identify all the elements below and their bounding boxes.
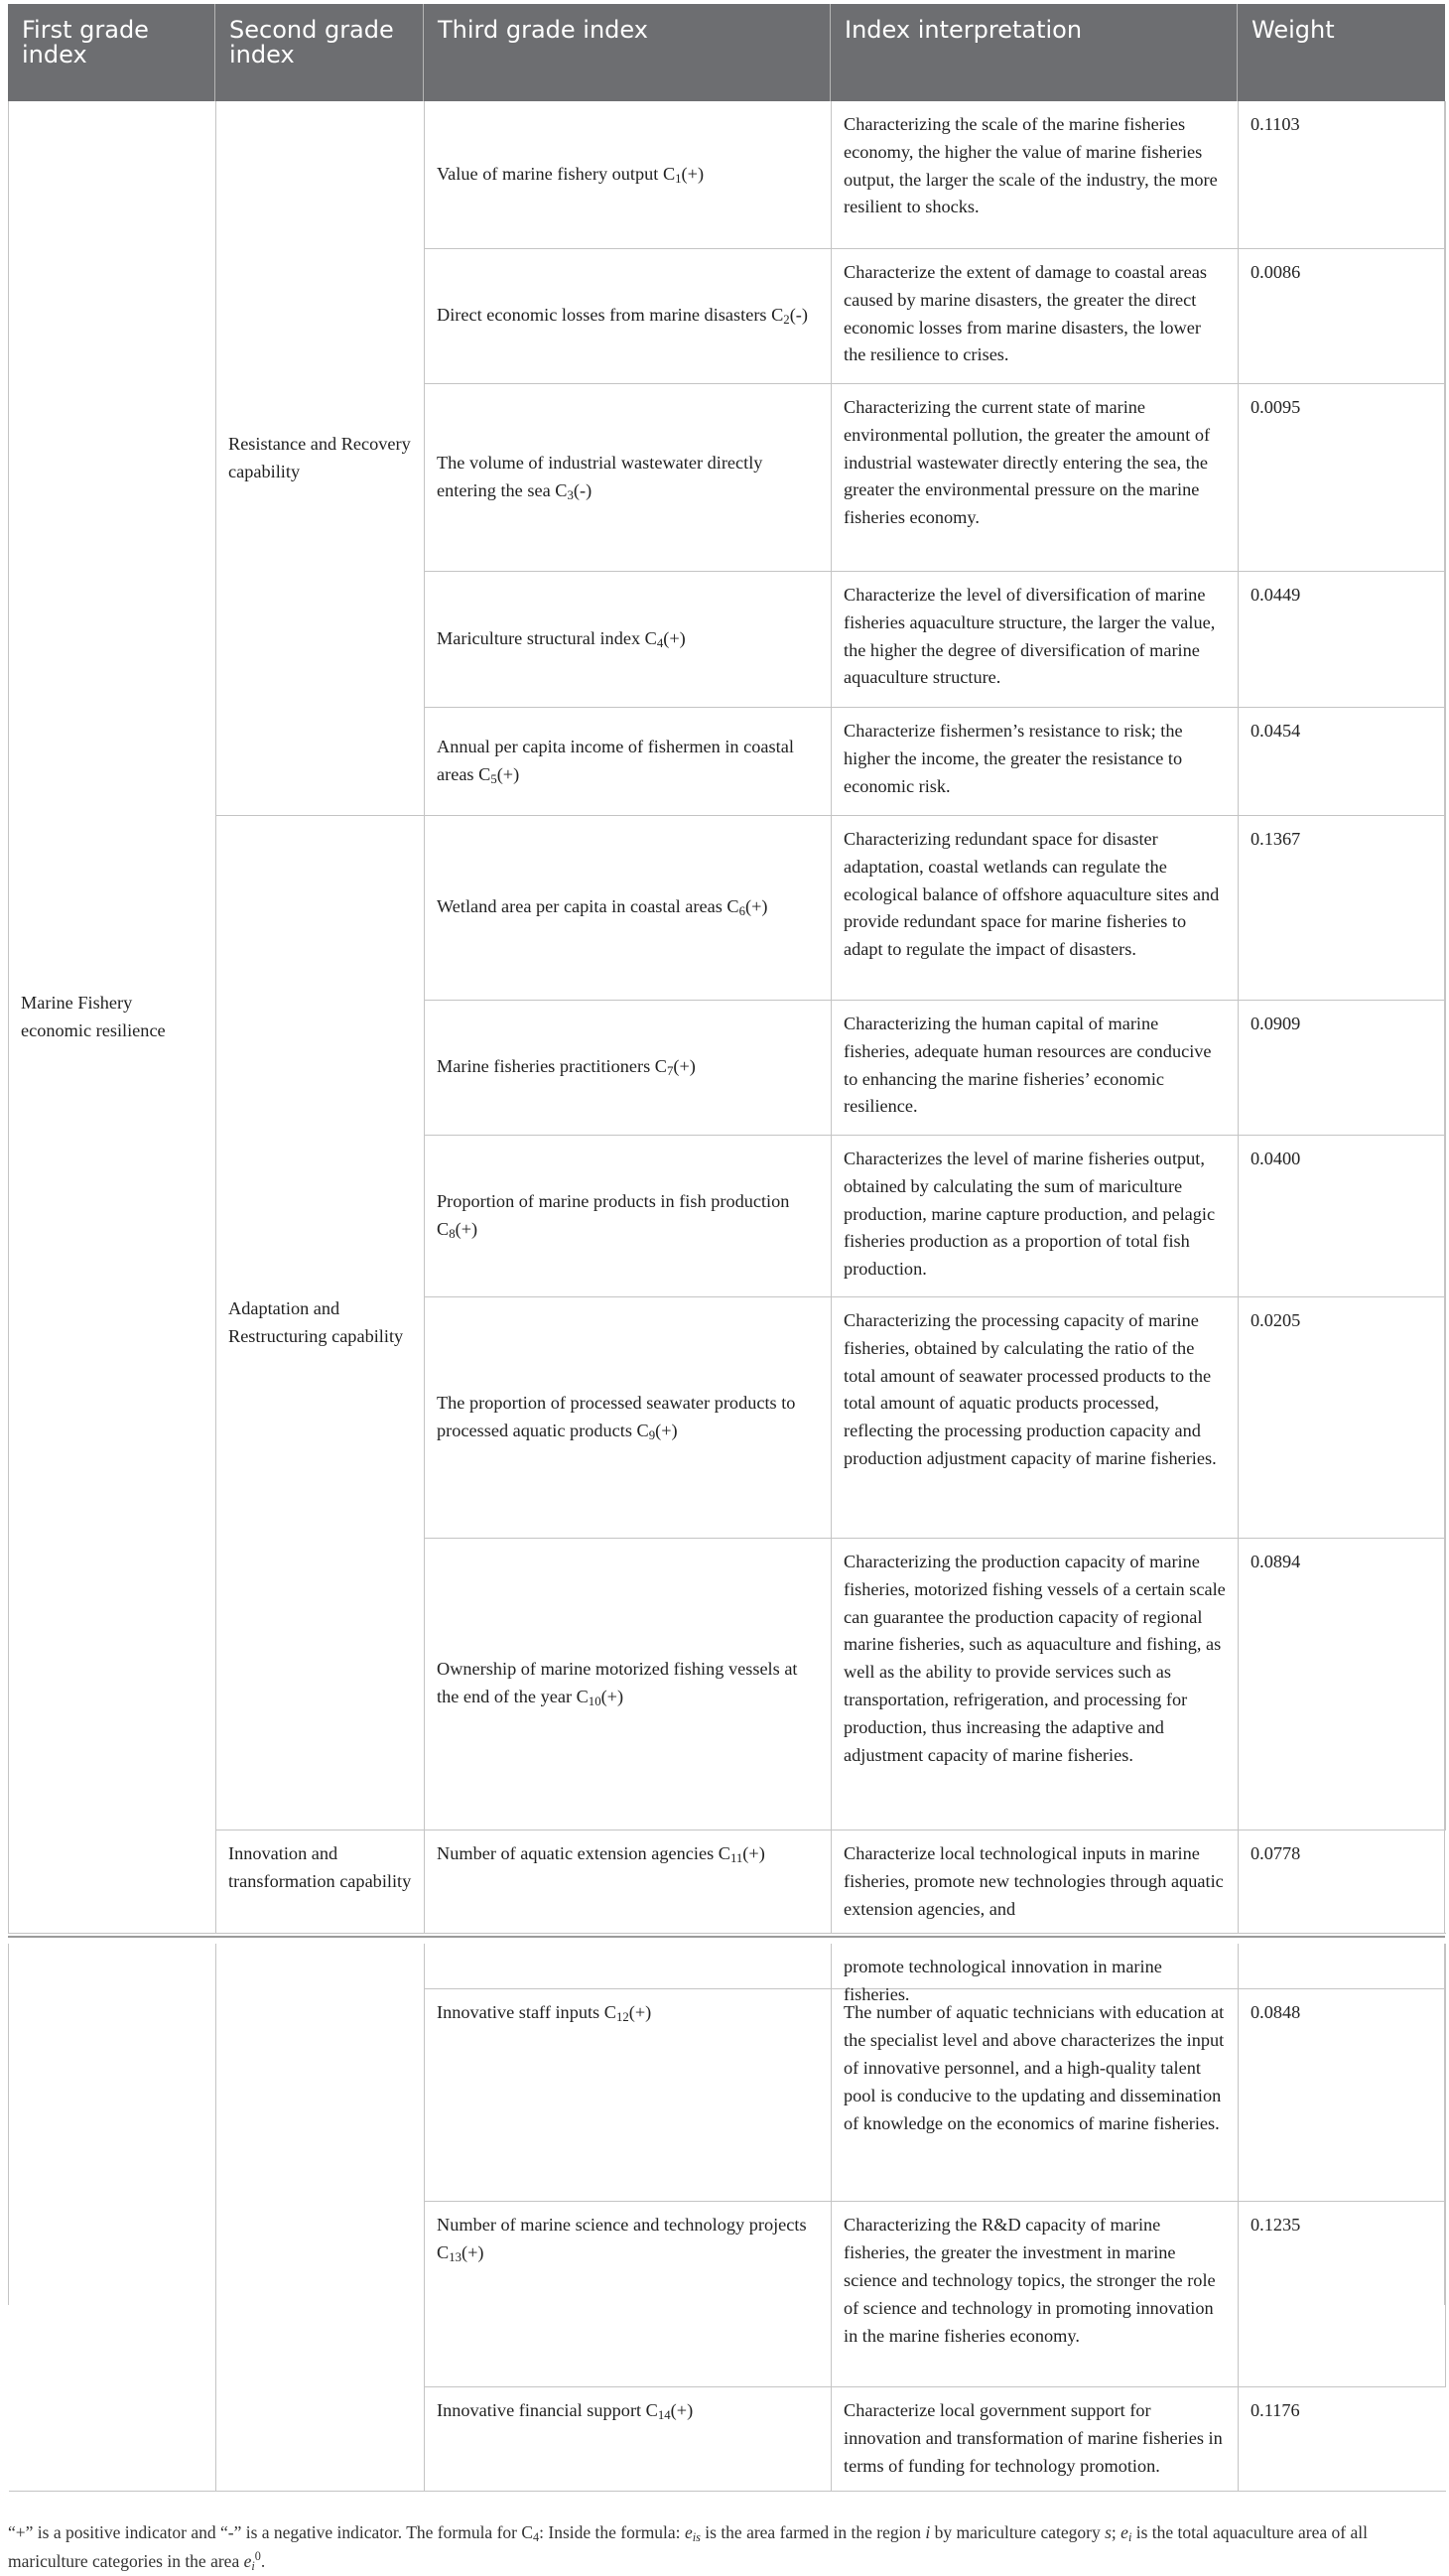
weight-c11: 0.0778 bbox=[1239, 1830, 1446, 1934]
interpretation-c1: Characterizing the scale of the marine fisheries economy, the higher the value of marine fisheries output, the larger the scale of the industry, the more resilient to shocks. bbox=[832, 101, 1239, 249]
first-grade-cell: Marine Fishery economic resilience bbox=[9, 101, 216, 1934]
interpretation-c12: The number of aquatic technicians with education at the specialist level and above characterizes the input of innovative personnel, and a high-quality talent pool is conducive to the updating and dissemination of knowledge on the economics of marine fisheries. bbox=[832, 1989, 1239, 2202]
interpretation-c10: Characterizing the production capacity of marine fisheries, motorized fishing vessels of a certain scale can guarantee the production capacity of regional marine fisheries, such as aquaculture and fishing, as well as the ability to provide services such as transportation, refrigeration, and processing for production, thus increasing the adaptive and adjustment capacity of marine fisheries. bbox=[832, 1539, 1239, 1830]
interpretation-c6: Characterizing redundant space for disaster adaptation, coastal wetlands can regulate the ecological balance of offshore aquaculture sites and provide redundant space for marine fisheries to adapt to regulate the impact of disasters. bbox=[832, 816, 1239, 1001]
weight-c4: 0.0449 bbox=[1239, 572, 1446, 708]
table-footnote: “+” is a positive indicator and “-” is a negative indicator. The formula for $C_4$: Inside the formula: $e_{is}$ is the area farmed in the region i by mariculture category s; $e_i$ is the total aquaculture area of all mariculture categories in the area $e_i^0$. bbox=[8, 2522, 1368, 2573]
header-weight: Weight bbox=[1251, 16, 1335, 44]
weight-c8: 0.0400 bbox=[1239, 1136, 1446, 1297]
interpretation-c4: Characterize the level of diversification of marine fisheries aquaculture structure, the larger the value, the higher the degree of diversification of marine aquaculture structure. bbox=[832, 572, 1239, 708]
indicator-c6: Wetland area per capita in coastal areas $C_6(+)$ bbox=[425, 816, 832, 1001]
interpretation-c14: Characterize local government support for innovation and transformation of marine fisheries in terms of funding for technology promotion. bbox=[832, 2387, 1239, 2491]
interpretation-c13: Characterizing the R&D capacity of marine fisheries, the greater the investment in marine science and technology topics, the stronger the role of science and technology in promoting innovation in the marine fisheries economy. bbox=[832, 2202, 1239, 2387]
weight-c7: 0.0909 bbox=[1239, 1001, 1446, 1136]
weight-c3: 0.0095 bbox=[1239, 384, 1446, 572]
indicator-c7: Marine fisheries practitioners $C_7(+)$ bbox=[425, 1001, 832, 1136]
indicator-continued bbox=[425, 1944, 832, 1989]
indicator-c2: Direct economic losses from marine disasters $C_2(-)$ bbox=[425, 249, 832, 384]
interpretation-c9: Characterizing the processing capacity of marine fisheries, obtained by calculating the ratio of the total amount of seawater processed products to the total amount of aquatic products processed, reflecting the processing production capacity and production adjustment capacity of marine fisheries. bbox=[832, 1297, 1239, 1539]
indicator-c1: Value of marine fishery output $C_1(+)$ bbox=[425, 101, 832, 249]
table-body-page2 bbox=[8, 1944, 1445, 2476]
header-second-grade: Second grade index bbox=[215, 4, 424, 101]
page-break-divider bbox=[8, 1936, 1445, 1944]
weight-c1: 0.1103 bbox=[1239, 101, 1446, 249]
second-grade-continued bbox=[216, 1944, 425, 2491]
interpretation-c2: Characterize the extent of damage to coastal areas caused by marine disasters, the greater the direct economic losses from marine disasters, the lower the resilience to crises. bbox=[832, 249, 1239, 384]
indicator-c9: The proportion of processed seawater products to processed aquatic products $C_9(+)$ bbox=[425, 1297, 832, 1539]
interpretation-c3: Characterizing the current state of marine environmental pollution, the greater the amount of industrial wastewater directly entering the sea, the greater the environmental pressure on the marine fisheries economy. bbox=[832, 384, 1239, 572]
indicator-c8: Proportion of marine products in fish production $C_8(+)$ bbox=[425, 1136, 832, 1297]
interpretation-c5: Characterize fishermen’s resistance to risk; the higher the income, the greater the resistance to economic risk. bbox=[832, 708, 1239, 816]
indicator-c12: Innovative staff inputs $C_{12}(+)$ bbox=[425, 1989, 832, 2202]
second-grade-adaptation: Adaptation and Restructuring capability bbox=[216, 816, 425, 1830]
header-third-grade: Third grade index bbox=[424, 4, 831, 101]
indicator-c10: Ownership of marine motorized fishing vessels at the end of the year $C_{10}(+)$ bbox=[425, 1539, 832, 1830]
weight-c6: 0.1367 bbox=[1239, 816, 1446, 1001]
indicator-c13: Number of marine science and technology projects $C_{13}(+)$ bbox=[425, 2202, 832, 2387]
weight-c2: 0.0086 bbox=[1239, 249, 1446, 384]
indicator-c11: Number of aquatic extension agencies $C_{11}(+)$ bbox=[425, 1830, 832, 1934]
indicator-c4: Mariculture structural index $C_4(+)$ bbox=[425, 572, 832, 708]
interpretation-c8: Characterizes the level of marine fisheries output, obtained by calculating the sum of mariculture production, marine capture production, and pelagic fisheries production as a proportion of total fish production. bbox=[832, 1136, 1239, 1297]
second-grade-resistance: Resistance and Recovery capability bbox=[216, 101, 425, 816]
indicator-c14: Innovative financial support $C_{14}(+)$ bbox=[425, 2387, 832, 2491]
weight-c12: 0.0848 bbox=[1239, 1989, 1446, 2202]
first-grade-continued bbox=[9, 1944, 216, 2491]
table-body-page1 bbox=[8, 101, 1445, 1934]
interpretation-c7: Characterizing the human capital of marine fisheries, adequate human resources are conducive to enhancing the marine fisheries’ economic resilience. bbox=[832, 1001, 1239, 1136]
weight-c10: 0.0894 bbox=[1239, 1539, 1446, 1830]
weight-continued bbox=[1239, 1944, 1446, 1989]
second-grade-innovation: Innovation and transformation capability bbox=[216, 1830, 425, 1934]
weight-c13: 0.1235 bbox=[1239, 2202, 1446, 2387]
header-first-grade: First grade index bbox=[8, 4, 215, 101]
header-interpretation: Index interpretation bbox=[831, 4, 1238, 101]
table-header bbox=[8, 4, 1445, 101]
weight-c14: 0.1176 bbox=[1239, 2387, 1446, 2491]
indicator-c3: The volume of industrial wastewater directly entering the sea $C_3(-)$ bbox=[425, 384, 832, 572]
weight-c9: 0.0205 bbox=[1239, 1297, 1446, 1539]
index-table bbox=[8, 4, 1445, 2476]
interpretation-continued: promote technological innovation in marine fisheries. bbox=[832, 1944, 1239, 1989]
indicator-c5: Annual per capita income of fishermen in coastal areas $C_5(+)$ bbox=[425, 708, 832, 816]
weight-c5: 0.0454 bbox=[1239, 708, 1446, 816]
interpretation-c11: Characterize local technological inputs in marine fisheries, promote new technologies through aquatic extension agencies, and bbox=[832, 1830, 1239, 1934]
